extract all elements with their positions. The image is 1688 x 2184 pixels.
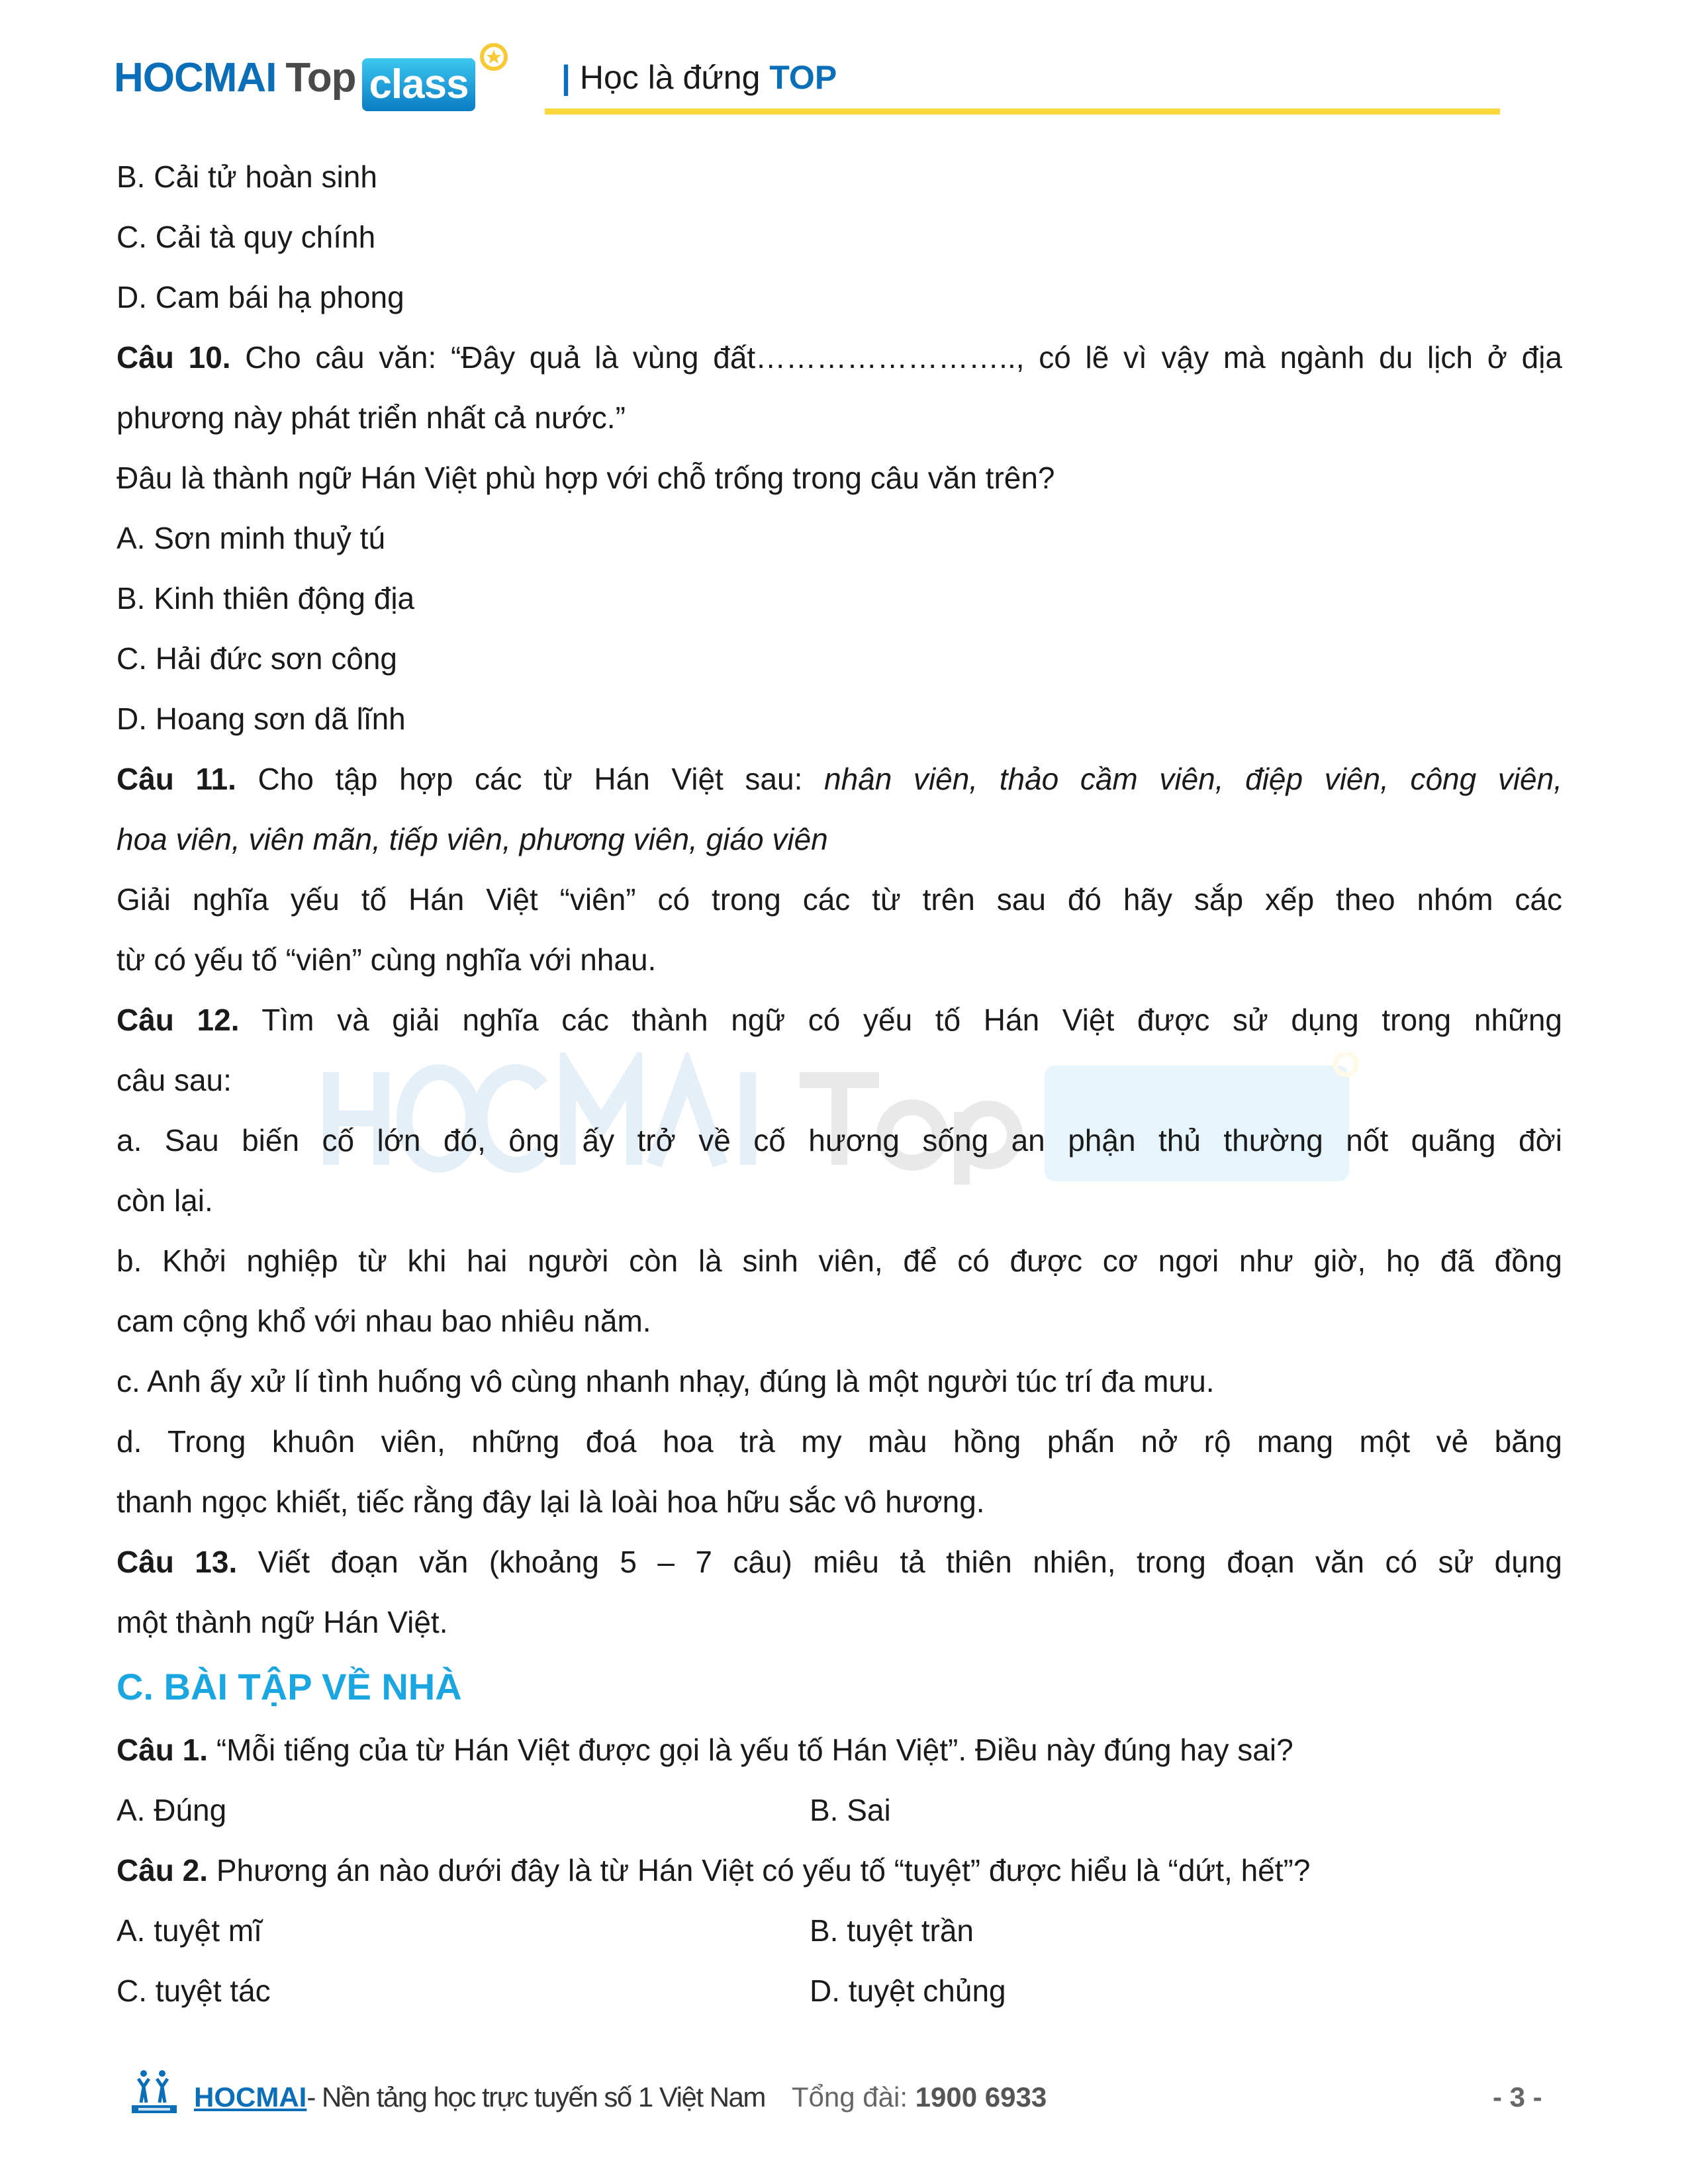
- option: D. Hoang sơn dã lĩnh: [117, 702, 406, 736]
- question-text: một thành ngữ Hán Việt.: [117, 1605, 448, 1639]
- question-12: [117, 990, 1562, 1050]
- question-text: Viết đoạn văn (khoảng 5 – 7 câu) miêu tả thiên nhiên, trong đoạn văn có sử dụng: [237, 1545, 1562, 1579]
- page-footer: [132, 2068, 1562, 2121]
- option: B. Sai: [810, 1793, 891, 1827]
- question-label: Câu 13.: [117, 1545, 238, 1579]
- logo-class: class: [362, 58, 475, 111]
- option: B. Kinh thiên động địa: [117, 581, 415, 615]
- word-list: [117, 809, 1562, 870]
- option: A. tuyệt mĩ: [117, 1913, 262, 1948]
- hocmai-link[interactable]: HOCMAI: [194, 2081, 307, 2113]
- question-10: [117, 328, 1562, 388]
- star-badge-icon: [478, 41, 510, 73]
- question-11: [117, 749, 1562, 809]
- option: B. tuyệt trần: [810, 1913, 974, 1948]
- homework-question-2: [117, 1841, 1562, 1901]
- hotline-number: 1900 6933: [915, 2081, 1047, 2113]
- footer-line: [194, 2081, 1047, 2113]
- options-row: [117, 1780, 1562, 1841]
- sentence-a: a. Sau biến cố lớn đó, ông ấy trở về cố hương sống an phận thủ thường nốt quãng đời: [117, 1123, 1562, 1158]
- header-underline: [545, 109, 1500, 114]
- question-label: Câu 1.: [117, 1733, 209, 1767]
- hocmai-topclass-logo: [114, 46, 475, 109]
- question-text: Phương án nào dưới đây là từ Hán Việt có yếu tố “tuyệt” được hiểu là “dứt, hết”?: [208, 1853, 1311, 1888]
- homework-question-1: [117, 1720, 1562, 1780]
- option: A. Đúng: [117, 1793, 227, 1827]
- footer-slogan: - Nền tảng học trực tuyến số 1 Việt Nam: [306, 2081, 765, 2113]
- options-row: [117, 1961, 1562, 2021]
- tagline-text: Học là đứng: [579, 59, 770, 96]
- option: D. tuyệt chủng: [810, 1974, 1006, 2008]
- sentence-c: c. Anh ấy xử lí tình huống vô cùng nhanh nhạy, đúng là một người túc trí đa mưu.: [117, 1364, 1215, 1398]
- question-label: Câu 11.: [117, 762, 236, 796]
- logo-hocmai: HOCMAI: [114, 55, 277, 101]
- option: C. Cải tà quy chính: [117, 220, 376, 254]
- sentence-d: thanh ngọc khiết, tiếc rằng đây lại là loài hoa hữu sắc vô hương.: [117, 1484, 985, 1519]
- option: C. Hải đức sơn công: [117, 641, 398, 676]
- sentence-b: b. Khởi nghiệp từ khi hai người còn là sinh viên, để có được cơ ngơi như giờ, họ đã đồng: [117, 1244, 1562, 1278]
- question-text: Cho câu văn: “Đây quả là vùng đất…………………….., có lẽ vì vậy mà ngành du lịch ở địa: [230, 340, 1562, 375]
- option: B. Cải tử hoàn sinh: [117, 159, 377, 194]
- question-text: từ có yếu tố “viên” cùng nghĩa với nhau.: [117, 942, 657, 977]
- question-text: Tìm và giải nghĩa các thành ngữ có yếu tố Hán Việt được sử dụng trong những: [239, 1003, 1562, 1037]
- word-list: nhân viên, thảo cầm viên, điệp viên, công viên,: [823, 762, 1562, 796]
- question-text: phương này phát triển nhất cả nước.”: [117, 400, 626, 435]
- option: A. Sơn minh thuỷ tú: [117, 521, 386, 555]
- question-label: Câu 10.: [117, 340, 231, 375]
- document-body: [117, 147, 1562, 2021]
- option: C. tuyệt tác: [117, 1974, 271, 2008]
- header-tagline: [561, 58, 837, 97]
- word-list-text: hoa viên, viên mãn, tiếp viên, phương viên, giáo viên: [117, 822, 828, 856]
- question-label: Câu 2.: [117, 1853, 209, 1888]
- divider: |: [561, 59, 580, 96]
- question-text: Giải nghĩa yếu tố Hán Việt “viên” có trong các từ trên sau đó hãy sắp xếp theo nhóm các: [117, 882, 1562, 917]
- page-number: - 3 -: [1493, 2081, 1542, 2113]
- question-label: Câu 12.: [117, 1003, 240, 1037]
- question-text: “Mỗi tiếng của từ Hán Việt được gọi là yếu tố Hán Việt”. Điều này đúng hay sai?: [208, 1733, 1293, 1767]
- question-text: Cho tập hợp các từ Hán Việt sau:: [236, 762, 824, 796]
- logo-top: Top: [285, 55, 356, 101]
- options-row: [117, 1901, 1562, 1961]
- hotline: [792, 2081, 1047, 2113]
- sentence-d: d. Trong khuôn viên, những đoá hoa trà my màu hồng phấn nở rộ mang một vẻ băng: [117, 1424, 1562, 1459]
- section-heading: C. BÀI TẬP VỀ NHÀ: [117, 1666, 462, 1707]
- question-text: Đâu là thành ngữ Hán Việt phù hợp với chỗ trống trong câu văn trên?: [117, 461, 1055, 495]
- option: D. Cam bái hạ phong: [117, 280, 404, 314]
- question-text: câu sau:: [117, 1063, 232, 1097]
- hotline-label: Tổng đài:: [791, 2081, 915, 2113]
- tagline-highlight: TOP: [769, 59, 837, 96]
- question-13: [117, 1532, 1562, 1592]
- sentence-b: cam cộng khổ với nhau bao nhiêu năm.: [117, 1304, 651, 1338]
- hocmai-people-icon: [132, 2068, 177, 2115]
- sentence-a: còn lại.: [117, 1183, 213, 1218]
